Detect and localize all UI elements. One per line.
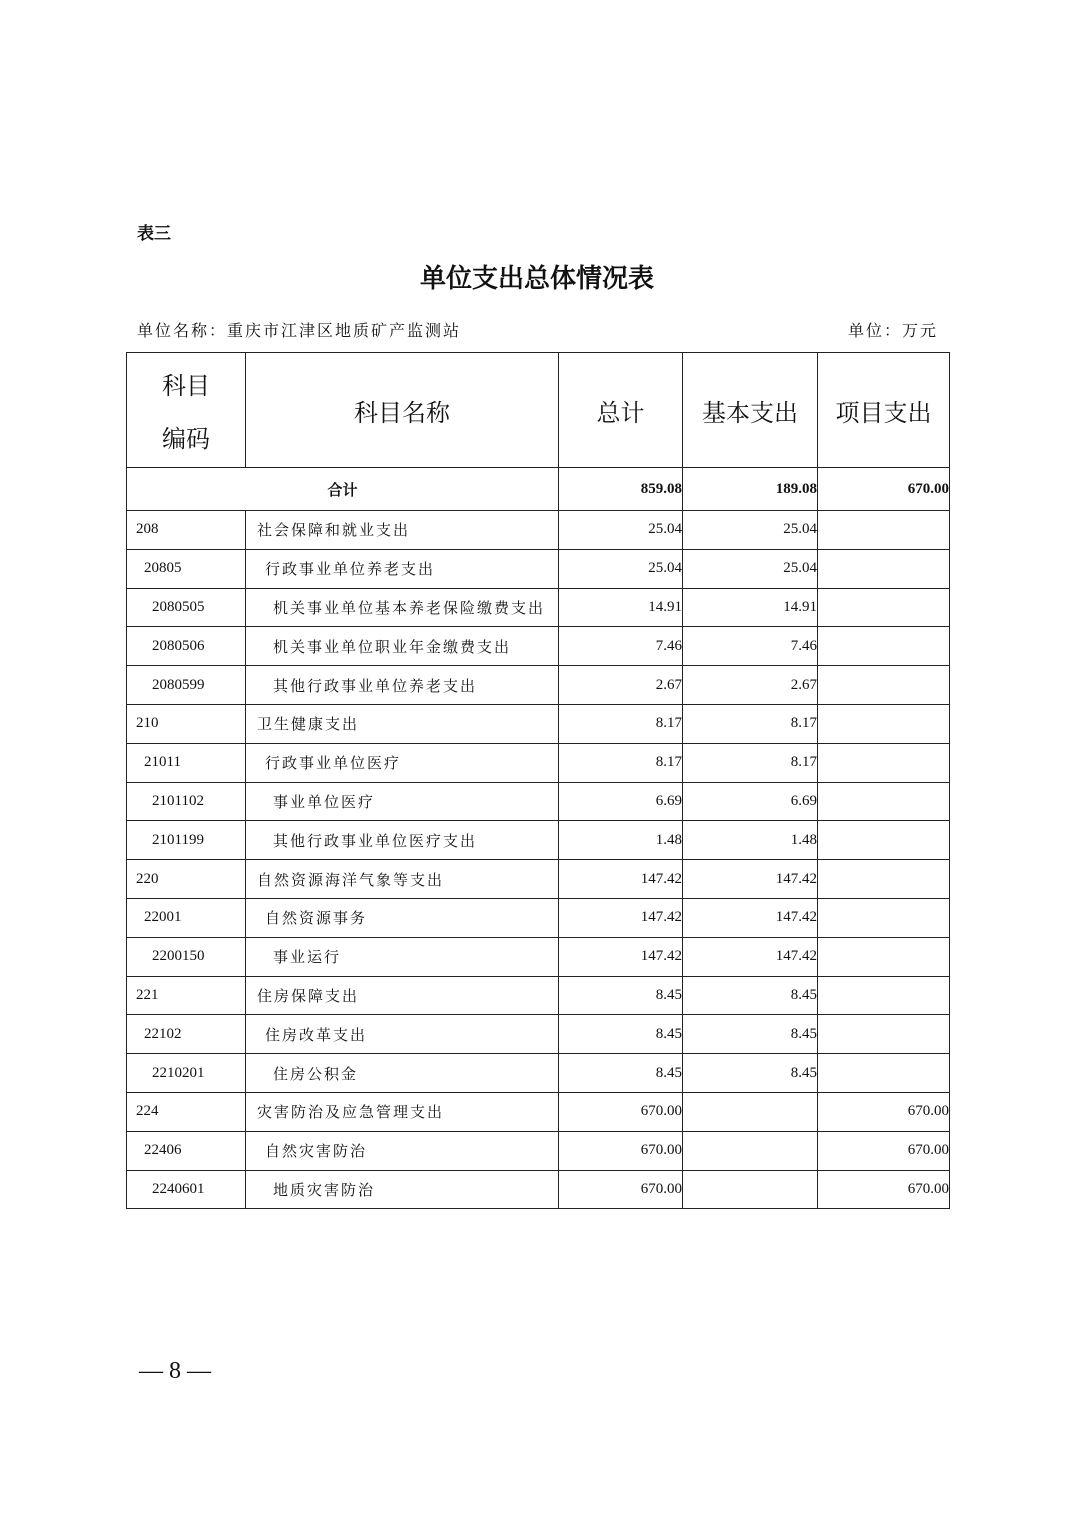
row-project <box>818 1054 950 1093</box>
row-name: 事业单位医疗 <box>246 782 559 821</box>
row-name: 行政事业单位养老支出 <box>246 549 559 588</box>
table-label: 表三 <box>137 224 171 244</box>
row-total: 8.17 <box>559 704 683 743</box>
row-basic: 8.45 <box>683 976 818 1015</box>
row-total: 147.42 <box>559 937 683 976</box>
row-total: 6.69 <box>559 782 683 821</box>
row-basic <box>683 1092 818 1131</box>
row-project <box>818 588 950 627</box>
header-code <box>127 353 246 468</box>
table-row <box>127 1092 950 1131</box>
row-name: 机关事业单位职业年金缴费支出 <box>246 627 559 666</box>
row-total: 7.46 <box>559 627 683 666</box>
row-name: 行政事业单位医疗 <box>246 743 559 782</box>
table-row <box>127 511 950 550</box>
total-project: 670.00 <box>818 468 950 511</box>
row-name: 事业运行 <box>246 937 559 976</box>
total-basic: 189.08 <box>683 468 818 511</box>
row-project <box>818 782 950 821</box>
row-code: 2210201 <box>127 1054 246 1093</box>
row-basic: 25.04 <box>683 549 818 588</box>
header-basic: 基本支出 <box>683 353 818 468</box>
table-row <box>127 666 950 705</box>
row-total: 147.42 <box>559 898 683 937</box>
table-row <box>127 549 950 588</box>
row-code: 224 <box>127 1092 246 1131</box>
row-basic: 147.42 <box>683 937 818 976</box>
table-row <box>127 704 950 743</box>
header-row <box>127 353 950 468</box>
row-project: 670.00 <box>818 1092 950 1131</box>
row-name: 住房公积金 <box>246 1054 559 1093</box>
row-name: 社会保障和就业支出 <box>246 511 559 550</box>
row-project <box>818 666 950 705</box>
page-title: 单位支出总体情况表 <box>419 264 654 294</box>
row-name: 自然资源海洋气象等支出 <box>246 860 559 899</box>
row-total: 1.48 <box>559 821 683 860</box>
row-basic: 1.48 <box>683 821 818 860</box>
row-total: 2.67 <box>559 666 683 705</box>
row-code: 221 <box>127 976 246 1015</box>
row-name: 灾害防治及应急管理支出 <box>246 1092 559 1131</box>
table-row <box>127 937 950 976</box>
row-basic: 14.91 <box>683 588 818 627</box>
row-total: 670.00 <box>559 1131 683 1170</box>
row-basic: 8.45 <box>683 1015 818 1054</box>
total-total: 859.08 <box>559 468 683 511</box>
row-project: 670.00 <box>818 1170 950 1209</box>
header-code-line1: 科目 <box>162 372 210 400</box>
row-code: 220 <box>127 860 246 899</box>
row-project <box>818 704 950 743</box>
table-row <box>127 782 950 821</box>
row-project <box>818 743 950 782</box>
row-code: 22001 <box>127 898 246 937</box>
row-project <box>818 821 950 860</box>
row-basic <box>683 1170 818 1209</box>
row-name: 住房保障支出 <box>246 976 559 1015</box>
row-name: 其他行政事业单位医疗支出 <box>246 821 559 860</box>
row-name: 其他行政事业单位养老支出 <box>246 666 559 705</box>
row-basic: 7.46 <box>683 627 818 666</box>
row-project <box>818 549 950 588</box>
row-code: 2240601 <box>127 1170 246 1209</box>
row-project <box>818 937 950 976</box>
row-total: 670.00 <box>559 1092 683 1131</box>
header-total: 总计 <box>559 353 683 468</box>
total-row <box>127 468 950 511</box>
table-row <box>127 1015 950 1054</box>
header-code-line2: 编码 <box>162 425 210 453</box>
row-name: 自然资源事务 <box>246 898 559 937</box>
row-basic: 8.45 <box>683 1054 818 1093</box>
row-code: 2101102 <box>127 782 246 821</box>
table-row <box>127 898 950 937</box>
row-project <box>818 898 950 937</box>
row-project <box>818 860 950 899</box>
table-row <box>127 821 950 860</box>
table-row <box>127 976 950 1015</box>
row-basic: 147.42 <box>683 898 818 937</box>
expenditure-table <box>126 352 950 1209</box>
row-code: 210 <box>127 704 246 743</box>
row-name: 机关事业单位基本养老保险缴费支出 <box>246 588 559 627</box>
row-total: 14.91 <box>559 588 683 627</box>
row-code: 22406 <box>127 1131 246 1170</box>
row-code: 2080506 <box>127 627 246 666</box>
total-label: 合计 <box>127 468 559 511</box>
row-project <box>818 1015 950 1054</box>
row-name: 住房改革支出 <box>246 1015 559 1054</box>
table-row <box>127 627 950 666</box>
row-basic: 2.67 <box>683 666 818 705</box>
header-name: 科目名称 <box>246 353 559 468</box>
row-total: 8.45 <box>559 1015 683 1054</box>
row-code: 20805 <box>127 549 246 588</box>
row-name: 自然灾害防治 <box>246 1131 559 1170</box>
row-project <box>818 976 950 1015</box>
row-project <box>818 627 950 666</box>
row-code: 208 <box>127 511 246 550</box>
row-code: 2080599 <box>127 666 246 705</box>
row-project: 670.00 <box>818 1131 950 1170</box>
table-row <box>127 743 950 782</box>
row-total: 8.45 <box>559 1054 683 1093</box>
row-total: 25.04 <box>559 549 683 588</box>
row-basic: 8.17 <box>683 743 818 782</box>
row-name: 地质灾害防治 <box>246 1170 559 1209</box>
table-row <box>127 1170 950 1209</box>
row-code: 22102 <box>127 1015 246 1054</box>
row-basic: 8.17 <box>683 704 818 743</box>
row-total: 670.00 <box>559 1170 683 1209</box>
row-total: 147.42 <box>559 860 683 899</box>
row-basic: 147.42 <box>683 860 818 899</box>
unit-name: 单位名称：重庆市江津区地质矿产监测站 <box>137 321 462 340</box>
table-row <box>127 588 950 627</box>
row-code: 2101199 <box>127 821 246 860</box>
row-name: 卫生健康支出 <box>246 704 559 743</box>
currency-unit: 单位：万元 <box>847 321 938 340</box>
row-basic: 6.69 <box>683 782 818 821</box>
table-row <box>127 1131 950 1170</box>
row-total: 25.04 <box>559 511 683 550</box>
row-project <box>818 511 950 550</box>
row-basic: 25.04 <box>683 511 818 550</box>
table-row <box>127 860 950 899</box>
row-total: 8.45 <box>559 976 683 1015</box>
row-basic <box>683 1131 818 1170</box>
row-code: 2200150 <box>127 937 246 976</box>
row-code: 2080505 <box>127 588 246 627</box>
table-row <box>127 1054 950 1093</box>
row-total: 8.17 <box>559 743 683 782</box>
row-code: 21011 <box>127 743 246 782</box>
header-project: 项目支出 <box>818 353 950 468</box>
page-number: — 8 — <box>139 1358 211 1384</box>
